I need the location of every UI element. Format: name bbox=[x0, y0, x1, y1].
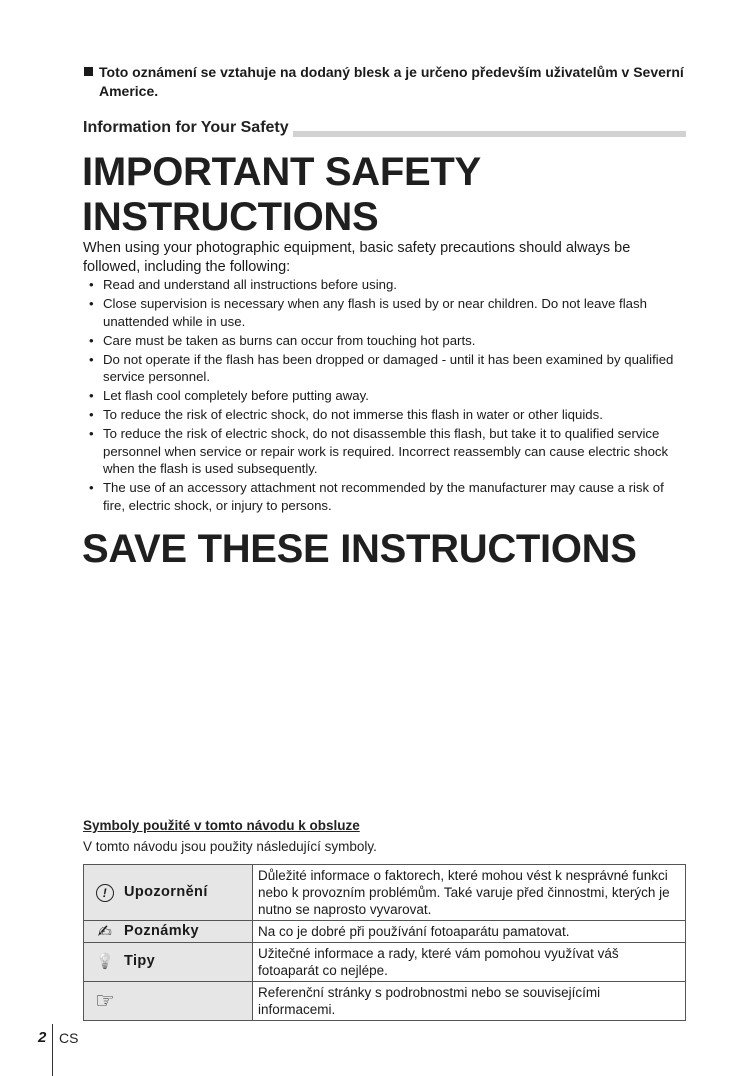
save-instructions-heading: SAVE THESE INSTRUCTIONS bbox=[82, 527, 637, 571]
notice bbox=[83, 63, 693, 101]
page-title: IMPORTANT SAFETY INSTRUCTIONS bbox=[82, 150, 481, 239]
symbols-subtitle: V tomto návodu jsou použity následující symboly. bbox=[83, 839, 377, 854]
page-number: 2 bbox=[38, 1029, 47, 1046]
symbol-key bbox=[84, 921, 253, 943]
list-item: • To reduce the risk of electric shock, do not disassemble this flash, but take it to qualified service personnel when service or repair work is required. Incorrect reassembly can cause electric shock when the flash is used subsequently. bbox=[89, 426, 669, 476]
symbol-key bbox=[84, 982, 253, 1021]
bullet-icon: • bbox=[89, 388, 94, 403]
section-title: Information for Your Safety bbox=[83, 119, 293, 137]
bullet-icon: • bbox=[89, 351, 94, 367]
symbols-title: Symboly použité v tomto návodu k obsluze bbox=[83, 818, 360, 833]
symbol-label: Poznámky bbox=[124, 922, 199, 939]
symbol-description: Referenční stránky s podrobnostmi nebo se souvisejícími informacemi. bbox=[253, 982, 686, 1021]
bullet-icon: • bbox=[89, 407, 94, 422]
table-row bbox=[84, 921, 686, 943]
symbols-table bbox=[83, 864, 686, 1021]
symbol-label bbox=[120, 992, 124, 1008]
table-row bbox=[84, 982, 686, 1021]
safety-list bbox=[83, 276, 688, 516]
symbol-label: Tipy bbox=[124, 953, 156, 970]
footer-divider bbox=[52, 1024, 53, 1076]
list-item: • Let flash cool completely before putting away. bbox=[89, 388, 369, 403]
list-item: • Care must be taken as burns can occur from touching hot parts. bbox=[89, 332, 476, 348]
pointing-hand-icon: ☞ bbox=[94, 988, 116, 1014]
symbol-key bbox=[84, 865, 253, 921]
list-item: • The use of an accessory attachment not recommended by the manufacturer may cause a risk of fire, electric shock, or injury to persons. bbox=[89, 480, 664, 513]
intro-text: When using your photographic equipment, basic safety precautions should always be followed, including the following: bbox=[83, 240, 631, 275]
bullet-icon: • bbox=[89, 332, 94, 348]
bullet-icon: • bbox=[89, 426, 94, 441]
lightbulb-icon: 💡 bbox=[95, 953, 115, 971]
bullet-icon: • bbox=[89, 296, 94, 311]
symbol-label: Upozornění bbox=[124, 884, 208, 900]
symbol-description: Užitečné informace a rady, které vám pomohou využívat váš fotoaparát co nejlépe. bbox=[253, 943, 686, 982]
exclamation-circle-icon: ! bbox=[90, 884, 120, 902]
symbol-key bbox=[84, 943, 253, 982]
language-code: CS bbox=[59, 1030, 79, 1046]
table-row bbox=[84, 943, 686, 982]
pencil-note-icon: ✍ bbox=[97, 921, 113, 941]
bullet-icon: • bbox=[89, 277, 94, 292]
list-item: • Close supervision is necessary when any flash is used by or near children. Do not leave flash unattended while in use. bbox=[89, 296, 647, 329]
section-header bbox=[83, 119, 686, 139]
list-item: • To reduce the risk of electric shock, do not immerse this flash in water or other liquids. bbox=[89, 407, 603, 422]
symbol-description: Důležité informace o faktorech, které mohou vést k nesprávné funkci nebo k provozním problémům. Také varuje před činnostmi, kterých je nutno se naprosto vyvarovat. bbox=[253, 865, 686, 921]
list-item: • Read and understand all instructions before using. bbox=[89, 277, 397, 292]
bullet-icon: • bbox=[89, 480, 94, 495]
square-bullet-icon bbox=[84, 67, 93, 76]
table-row bbox=[84, 865, 686, 921]
list-item: • Do not operate if the flash has been dropped or damaged - until it has been examined by qualified service personnel. bbox=[89, 351, 674, 384]
notice-text: Toto oznámení se vztahuje na dodaný blesk a je určeno především uživatelům v Severní Americe. bbox=[99, 64, 684, 99]
symbol-description: Na co je dobré při používání fotoaparátu pamatovat. bbox=[253, 921, 686, 943]
